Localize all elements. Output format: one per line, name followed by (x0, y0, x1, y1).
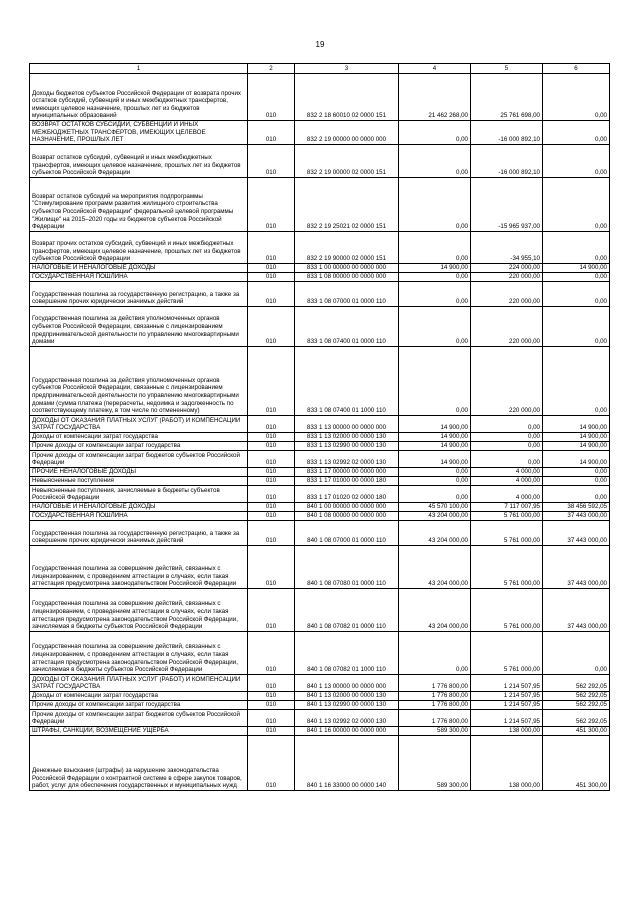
table-header-row (30, 64, 610, 74)
budget-code: 833 1 17 01020 02 0000 180 (295, 485, 399, 502)
amount-col4: 1 776 800,00 (399, 674, 471, 691)
item-name: ГОСУДАРСТВЕННАЯ ПОШЛИНА (30, 511, 248, 520)
table-row (30, 177, 610, 231)
amount-col4: 0,00 (399, 346, 471, 415)
budget-code: 840 1 08 07082 01 0000 110 (295, 588, 399, 631)
amount-col5: 7 117 007,95 (471, 502, 543, 511)
budget-code: 840 1 13 00000 00 0000 000 (295, 674, 399, 691)
admin-code: 010 (248, 467, 295, 476)
budget-code: 833 1 08 00000 00 0000 000 (295, 272, 399, 281)
table-row (30, 700, 610, 709)
admin-code: 010 (248, 432, 295, 441)
amount-col4: 0,00 (399, 272, 471, 281)
amount-col4: 1 776 800,00 (399, 709, 471, 726)
budget-code: 833 1 08 07400 01 0000 110 (295, 306, 399, 346)
table-row (30, 735, 610, 790)
table-row (30, 346, 610, 415)
amount-col5: -16 000 892,10 (471, 144, 543, 177)
amount-col6: 0,00 (543, 631, 610, 674)
table-row (30, 121, 610, 145)
amount-col4: 43 204 000,00 (399, 511, 471, 520)
admin-code: 010 (248, 726, 295, 735)
amount-col5: 5 761 000,00 (471, 588, 543, 631)
amount-col5: 138 000,00 (471, 735, 543, 790)
amount-col4: 0,00 (399, 485, 471, 502)
column-header: 5 (471, 64, 543, 74)
amount-col6: 14 900,00 (543, 263, 610, 272)
amount-col5: 220 000,00 (471, 281, 543, 306)
amount-col4: 0,00 (399, 467, 471, 476)
budget-code: 833 1 13 02000 00 0000 130 (295, 432, 399, 441)
amount-col4: 0,00 (399, 121, 471, 145)
admin-code: 010 (248, 144, 295, 177)
amount-col5: 5 761 000,00 (471, 545, 543, 588)
item-name: Возврат остатков субсидий, субвенций и иных межбюджетных трансфертов, имеющих целевое назначение, прошлых лет из бюджетов субъектов Российской Федерации (30, 144, 248, 177)
amount-col5: 224 000,00 (471, 263, 543, 272)
amount-col5: 0,00 (471, 432, 543, 441)
table-row (30, 476, 610, 485)
table-row (30, 441, 610, 450)
budget-code: 832 2 19 00000 00 0000 000 (295, 121, 399, 145)
admin-code: 010 (248, 281, 295, 306)
admin-code: 010 (248, 74, 295, 121)
amount-col5: 4 000,00 (471, 485, 543, 502)
item-name: Прочие доходы от компенсации затрат бюджетов субъектов Российской Федерации (30, 709, 248, 726)
admin-code: 010 (248, 415, 295, 432)
table-row (30, 588, 610, 631)
amount-col5: -16 000 892,10 (471, 121, 543, 145)
amount-col5: 220 000,00 (471, 272, 543, 281)
table-row (30, 74, 610, 121)
item-name: ДОХОДЫ ОТ ОКАЗАНИЯ ПЛАТНЫХ УСЛУГ (РАБОТ) И КОМПЕНСАЦИИ ЗАТРАТ ГОСУДАРСТВА (30, 415, 248, 432)
admin-code: 010 (248, 709, 295, 726)
admin-code: 010 (248, 441, 295, 450)
table-row (30, 485, 610, 502)
budget-code: 840 1 13 02000 00 0000 130 (295, 691, 399, 700)
amount-col4: 0,00 (399, 476, 471, 485)
item-name: Государственная пошлина за государственную регистрацию, а также за совершение прочих юридически значимых действий (30, 520, 248, 545)
table-row (30, 467, 610, 476)
item-name: Государственная пошлина за совершение действий, связанных с лицензированием, с проведением аттестации в случаях, если такая аттестация предусмотрена законодательством Российской Федерации, зачисляемая в бюджеты субъектов Российской Федерации (30, 588, 248, 631)
admin-code: 010 (248, 700, 295, 709)
admin-code: 010 (248, 177, 295, 231)
budget-code: 833 1 17 01000 00 0000 180 (295, 476, 399, 485)
item-name: Доходы от компенсации затрат государства (30, 432, 248, 441)
amount-col6: 0,00 (543, 346, 610, 415)
table-row (30, 415, 610, 432)
item-name: ШТРАФЫ, САНКЦИИ, ВОЗМЕЩЕНИЕ УЩЕРБА (30, 726, 248, 735)
budget-code: 832 2 19 90000 02 0000 151 (295, 231, 399, 263)
budget-code: 833 1 13 02990 00 0000 130 (295, 441, 399, 450)
admin-code: 010 (248, 306, 295, 346)
amount-col4: 14 900,00 (399, 263, 471, 272)
budget-code: 833 1 13 02992 02 0000 130 (295, 450, 399, 467)
amount-col4: 0,00 (399, 306, 471, 346)
item-name: Прочие доходы от компенсации затрат государства (30, 441, 248, 450)
amount-col5: 5 761 000,00 (471, 511, 543, 520)
amount-col5: 5 761 000,00 (471, 631, 543, 674)
item-name: Возврат остатков субсидий на мероприятия подпрограммы "Стимулирование программ развития жилищного строительства субъектов Российской Федерации" федеральной целевой программы "Жилище" на 2015–2020 годы из бюджетов субъектов Российской Федерации (30, 177, 248, 231)
amount-col6: 0,00 (543, 476, 610, 485)
item-name: Государственная пошлина за действия уполномоченных органов субъектов Российской Федерации, связанные с лицензированием предпринимательской деятельности по управлению многоквартирными домами (сумма платежа (перерасчеты, недоимка и задолженность по соответствующему платежу, в том числе по отмененному) (30, 346, 248, 415)
table-row (30, 450, 610, 467)
table-row (30, 511, 610, 520)
amount-col5: 0,00 (471, 415, 543, 432)
amount-col4: 14 900,00 (399, 450, 471, 467)
table-row (30, 263, 610, 272)
amount-col5: 138 000,00 (471, 726, 543, 735)
budget-code: 840 1 16 00000 00 0000 000 (295, 726, 399, 735)
amount-col6: 14 900,00 (543, 432, 610, 441)
amount-col4: 14 900,00 (399, 415, 471, 432)
amount-col4: 0,00 (399, 144, 471, 177)
item-name: ПРОЧИЕ НЕНАЛОГОВЫЕ ДОХОДЫ (30, 467, 248, 476)
admin-code: 010 (248, 511, 295, 520)
amount-col6: 562 292,05 (543, 691, 610, 700)
amount-col6: 14 900,00 (543, 415, 610, 432)
amount-col5: -15 965 937,00 (471, 177, 543, 231)
amount-col5: 5 761 000,00 (471, 520, 543, 545)
amount-col4: 0,00 (399, 231, 471, 263)
table-row (30, 272, 610, 281)
table-row (30, 144, 610, 177)
admin-code: 010 (248, 231, 295, 263)
admin-code: 010 (248, 121, 295, 145)
table-row (30, 709, 610, 726)
amount-col5: 4 000,00 (471, 476, 543, 485)
admin-code: 010 (248, 272, 295, 281)
column-header: 2 (248, 64, 295, 74)
budget-code: 833 1 08 07000 01 0000 110 (295, 281, 399, 306)
item-name: Доходы от компенсации затрат государства (30, 691, 248, 700)
amount-col5: 220 000,00 (471, 306, 543, 346)
amount-col5: 0,00 (471, 450, 543, 467)
item-name: ДОХОДЫ ОТ ОКАЗАНИЯ ПЛАТНЫХ УСЛУГ (РАБОТ) И КОМПЕНСАЦИИ ЗАТРАТ ГОСУДАРСТВА (30, 674, 248, 691)
item-name: Невыясненные поступления (30, 476, 248, 485)
table-row (30, 691, 610, 700)
amount-col6: 451 300,00 (543, 726, 610, 735)
amount-col6: 0,00 (543, 177, 610, 231)
amount-col5: 1 214 507,95 (471, 674, 543, 691)
table-row (30, 520, 610, 545)
amount-col6: 562 292,05 (543, 700, 610, 709)
amount-col5: 4 000,00 (471, 467, 543, 476)
admin-code: 010 (248, 502, 295, 511)
item-name: Государственная пошлина за государственную регистрацию, а также за совершение прочих юридически значимых действий (30, 281, 248, 306)
budget-code: 833 1 13 00000 00 0000 000 (295, 415, 399, 432)
item-name: ГОСУДАРСТВЕННАЯ ПОШЛИНА (30, 272, 248, 281)
budget-code: 840 1 08 07000 01 0000 110 (295, 520, 399, 545)
item-name: Возврат прочих остатков субсидий, субвенций и иных межбюджетных трансфертов, имеющих целевое назначение, прошлых лет из бюджетов субъектов Российской Федерации (30, 231, 248, 263)
admin-code: 010 (248, 735, 295, 790)
amount-col6: 14 900,00 (543, 441, 610, 450)
table-row (30, 281, 610, 306)
amount-col6: 0,00 (543, 121, 610, 145)
table-row (30, 631, 610, 674)
admin-code: 010 (248, 476, 295, 485)
amount-col4: 43 204 000,00 (399, 588, 471, 631)
amount-col4: 14 900,00 (399, 441, 471, 450)
amount-col5: 1 214 507,95 (471, 709, 543, 726)
admin-code: 010 (248, 545, 295, 588)
amount-col6: 37 443 000,00 (543, 588, 610, 631)
admin-code: 010 (248, 674, 295, 691)
amount-col6: 37 443 000,00 (543, 545, 610, 588)
page-number: 19 (315, 40, 325, 49)
amount-col6: 37 443 000,00 (543, 511, 610, 520)
budget-code: 840 1 13 02992 02 0000 130 (295, 709, 399, 726)
amount-col4: 589 300,00 (399, 735, 471, 790)
amount-col6: 0,00 (543, 485, 610, 502)
amount-col4: 21 462 268,00 (399, 74, 471, 121)
item-name: ВОЗВРАТ ОСТАТКОВ СУБСИДИЙ, СУБВЕНЦИЙ И ИНЫХ МЕЖБЮДЖЕТНЫХ ТРАНСФЕРТОВ, ИМЕЮЩИХ ЦЕЛЕВОЕ НАЗНАЧЕНИЕ, ПРОШЛЫХ ЛЕТ (30, 121, 248, 145)
column-header: 3 (295, 64, 399, 74)
budget-code: 833 1 08 07400 01 1000 110 (295, 346, 399, 415)
item-name: Государственная пошлина за совершение действий, связанных с лицензированием, с проведением аттестации в случаях, если такая аттестация предусмотрена законодательством Российской Федерации (30, 545, 248, 588)
budget-code: 840 1 08 00000 00 0000 000 (295, 511, 399, 520)
amount-col6: 38 456 592,05 (543, 502, 610, 511)
amount-col6: 0,00 (543, 281, 610, 306)
budget-code: 832 2 19 25021 02 0000 151 (295, 177, 399, 231)
amount-col5: 0,00 (471, 441, 543, 450)
amount-col6: 0,00 (543, 467, 610, 476)
amount-col6: 0,00 (543, 272, 610, 281)
amount-col5: 1 214 507,95 (471, 691, 543, 700)
item-name: Невыясненные поступления, зачисляемые в бюджеты субъектов Российской Федерации (30, 485, 248, 502)
admin-code: 010 (248, 346, 295, 415)
amount-col4: 0,00 (399, 177, 471, 231)
amount-col4: 589 300,00 (399, 726, 471, 735)
table-row (30, 502, 610, 511)
item-name: Денежные взыскания (штрафы) за нарушение законодательства Российской Федерации о контрактной системе в сфере закупок товаров, работ, услуг для обеспечения государственных и муниципальных нужд (30, 735, 248, 790)
amount-col5: 1 214 507,95 (471, 700, 543, 709)
table-row (30, 545, 610, 588)
item-name: НАЛОГОВЫЕ И НЕНАЛОГОВЫЕ ДОХОДЫ (30, 502, 248, 511)
admin-code: 010 (248, 631, 295, 674)
item-name: Государственная пошлина за совершение действий, связанных с лицензированием, с проведением аттестации в случаях, если такая аттестация предусмотрена законодательством Российской Федерации, зачисляемая в бюджеты субъектов Российской Федерации (30, 631, 248, 674)
amount-col4: 0,00 (399, 631, 471, 674)
column-header: 6 (543, 64, 610, 74)
amount-col4: 0,00 (399, 281, 471, 306)
budget-code: 840 1 13 02990 00 0000 130 (295, 700, 399, 709)
column-header: 4 (399, 64, 471, 74)
amount-col6: 562 292,05 (543, 709, 610, 726)
amount-col6: 37 443 000,00 (543, 520, 610, 545)
amount-col5: 220 000,00 (471, 346, 543, 415)
amount-col6: 562 292,05 (543, 674, 610, 691)
budget-code: 833 1 00 00000 00 0000 000 (295, 263, 399, 272)
budget-code: 832 2 19 00000 02 0000 151 (295, 144, 399, 177)
amount-col4: 14 900,00 (399, 432, 471, 441)
amount-col4: 43 204 000,00 (399, 520, 471, 545)
amount-col6: 14 900,00 (543, 450, 610, 467)
admin-code: 010 (248, 520, 295, 545)
amount-col4: 43 204 000,00 (399, 545, 471, 588)
amount-col5: 25 761 698,00 (471, 74, 543, 121)
table-row (30, 726, 610, 735)
table-row (30, 231, 610, 263)
amount-col6: 451 300,00 (543, 735, 610, 790)
item-name: Прочие доходы от компенсации затрат государства (30, 700, 248, 709)
budget-code: 840 1 08 07082 01 1000 110 (295, 631, 399, 674)
amount-col5: -34 955,10 (471, 231, 543, 263)
admin-code: 010 (248, 691, 295, 700)
budget-code: 833 1 17 00000 00 0000 000 (295, 467, 399, 476)
budget-code: 832 2 18 60010 02 0000 151 (295, 74, 399, 121)
item-name: Доходы бюджетов субъектов Российской Федерации от возврата прочих остатков субсидий, субвенций и иных межбюджетных трансфертов, имеющих целевое назначение, прошлых лет из бюджетов муниципальных образований (30, 74, 248, 121)
item-name: Государственная пошлина за действия уполномоченных органов субъектов Российской Федерации, связанные с лицензированием предпринимательской деятельности по управлению многоквартирными домами (30, 306, 248, 346)
budget-code: 840 1 08 07080 01 0000 110 (295, 545, 399, 588)
amount-col6: 0,00 (543, 144, 610, 177)
item-name: НАЛОГОВЫЕ И НЕНАЛОГОВЫЕ ДОХОДЫ (30, 263, 248, 272)
table-row (30, 432, 610, 441)
amount-col6: 0,00 (543, 231, 610, 263)
admin-code: 010 (248, 588, 295, 631)
amount-col4: 1 776 800,00 (399, 691, 471, 700)
amount-col6: 0,00 (543, 74, 610, 121)
budget-code: 840 1 00 00000 00 0000 000 (295, 502, 399, 511)
admin-code: 010 (248, 263, 295, 272)
table-row (30, 674, 610, 691)
amount-col4: 1 776 800,00 (399, 700, 471, 709)
item-name: Прочие доходы от компенсации затрат бюджетов субъектов Российской Федерации (30, 450, 248, 467)
amount-col6: 0,00 (543, 306, 610, 346)
table-row (30, 306, 610, 346)
column-header: 1 (30, 64, 248, 74)
admin-code: 010 (248, 485, 295, 502)
amount-col4: 45 570 100,00 (399, 502, 471, 511)
budget-table (29, 63, 610, 791)
admin-code: 010 (248, 450, 295, 467)
budget-code: 840 1 16 33000 00 0000 140 (295, 735, 399, 790)
